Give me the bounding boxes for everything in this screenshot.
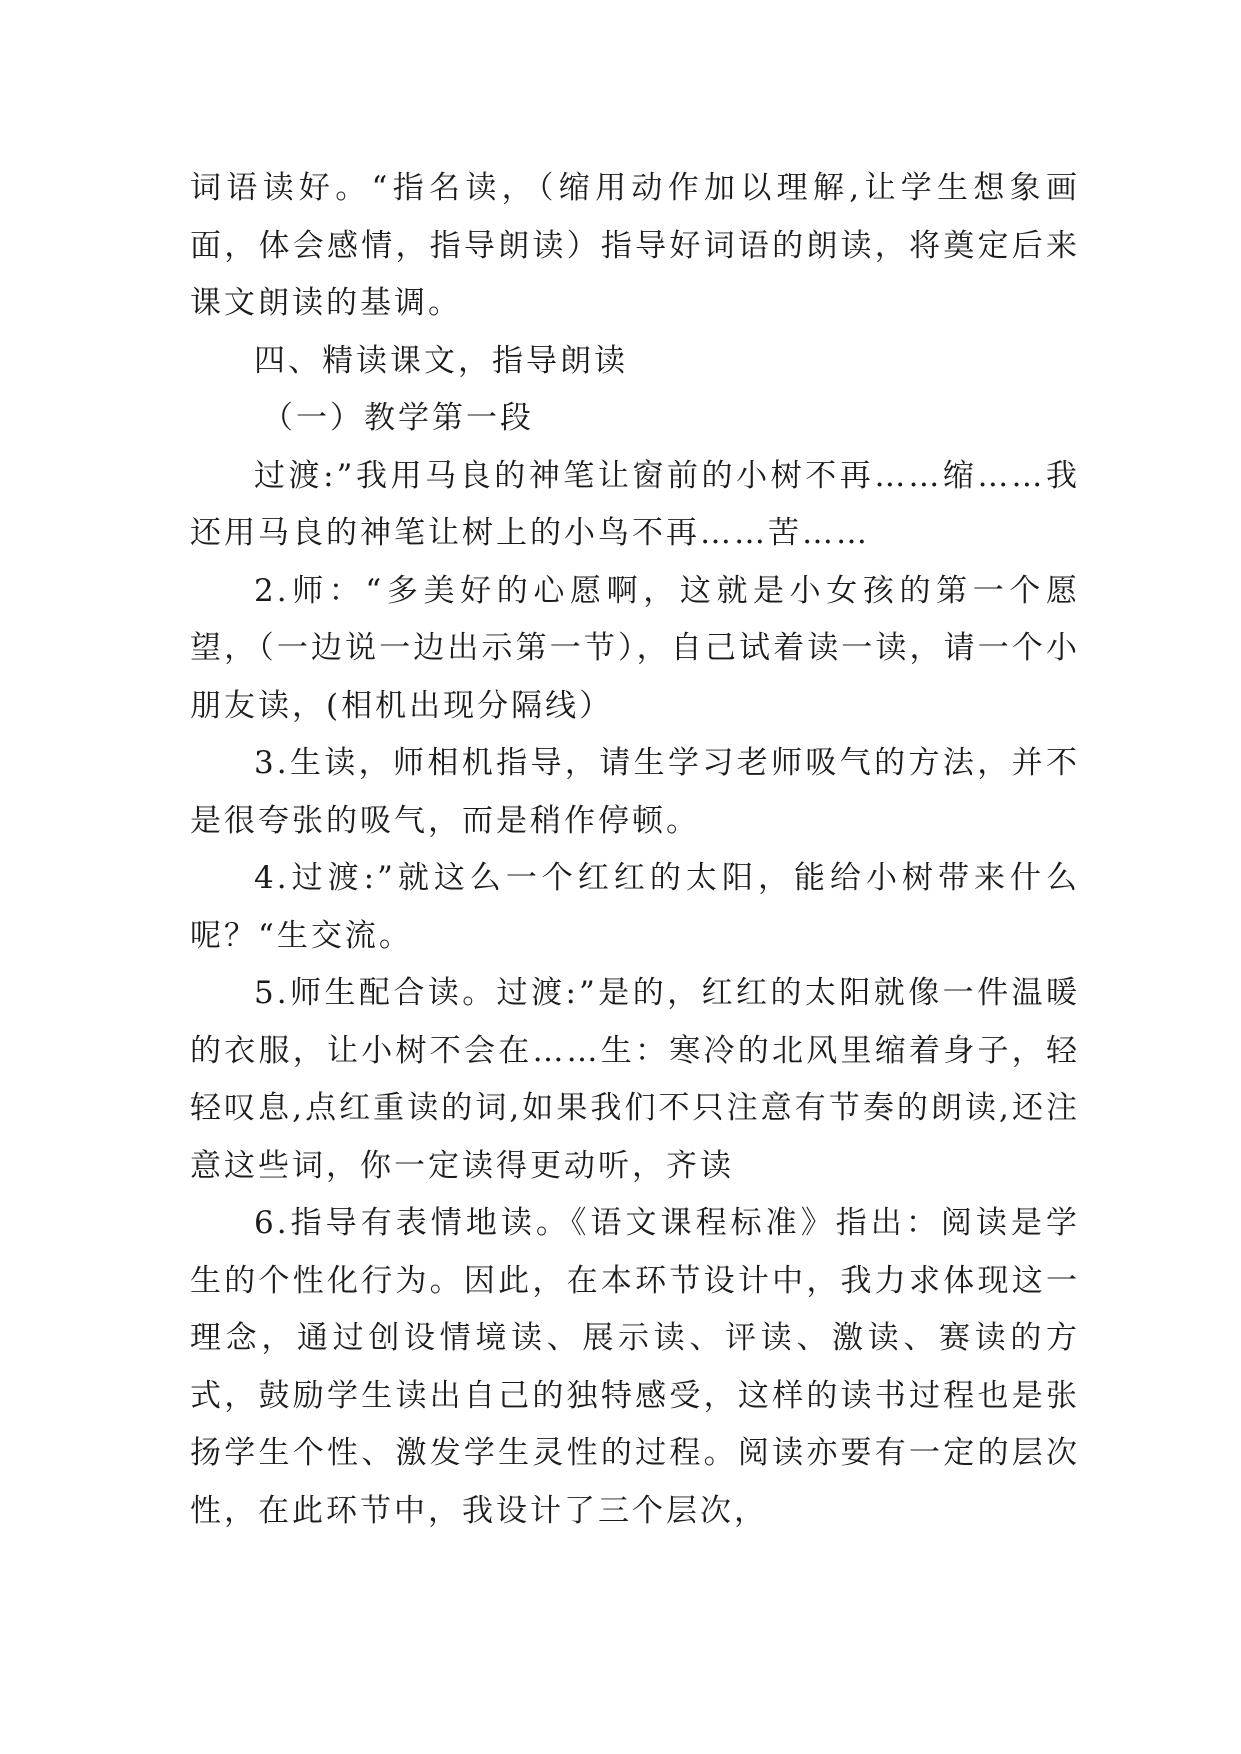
document-body bbox=[190, 160, 1080, 1540]
section-heading-intensive-reading: 四、精读课文，指导朗读 bbox=[254, 342, 628, 379]
paragraph-transition: 过渡:”我用马良的神笔让窗前的小树不再……缩……我还用马良的神笔让树上的小鸟不再……苦…… bbox=[190, 457, 1080, 551]
paragraph-step-4: 4.过渡:”就这么一个红红的太阳，能给小树带来什么呢？“生交流。 bbox=[190, 860, 1080, 954]
paragraph-step-5: 5.师生配合读。过渡:”是的，红红的太阳就像一件温暖的衣服，让小树不会在……生：寒冷的北风里缩着身子，轻轻叹息,点红重读的词,如果我们不只注意有节奏的朗读,还注意这些词，你一定读得更动听，齐读 bbox=[190, 975, 1080, 1184]
subsection-heading-first-part: （一）教学第一段 bbox=[262, 400, 534, 436]
paragraph-step-3: 3.生读，师相机指导，请生学习老师吸气的方法，并不是很夸张的吸气，而是稍作停顿。 bbox=[190, 745, 1080, 839]
paragraph-step-6: 6.指导有表情地读。《语文课程标准》指出：阅读是学生的个性化行为。因此，在本环节设计中，我力求体现这一理念，通过创设情境读、展示读、评读、激读、赛读的方式，鼓励学生读出自己的独特感受，这样的读书过程也是张扬学生个性、激发学生灵性的过程。阅读亦要有一定的层次性，在此环节中，我设计了三个层次， bbox=[190, 1205, 1080, 1529]
paragraph-vocabulary-reading: 词语读好。“指名读，（缩用动作加以理解,让学生想象画面，体会感情，指导朗读）指导好词语的朗读，将奠定后来课文朗读的基调。 bbox=[190, 170, 1080, 321]
paragraph-step-2: 2.师：“多美好的心愿啊，这就是小女孩的第一个愿望，（一边说一边出示第一节），自己试着读一读，请一个小朋友读，(相机出现分隔线） bbox=[190, 572, 1080, 724]
